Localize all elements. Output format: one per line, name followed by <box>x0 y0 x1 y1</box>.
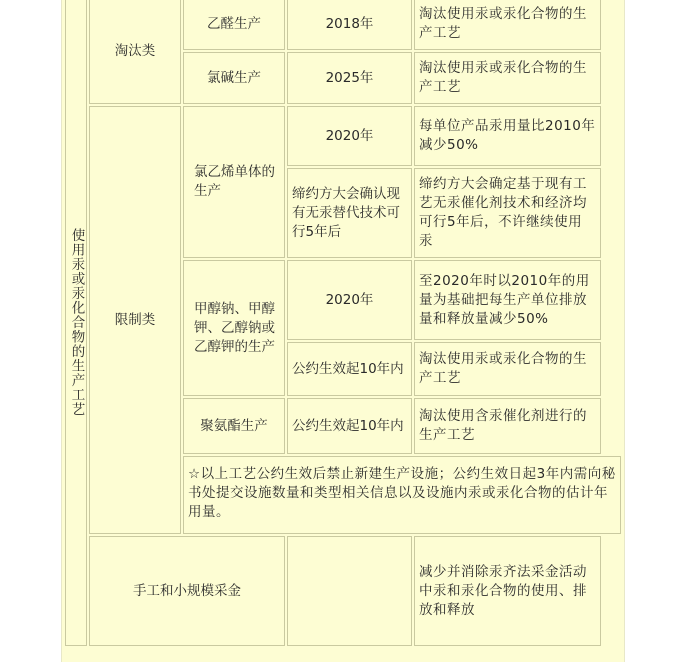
date-cell: 2018年 <box>287 0 412 50</box>
measure-cell: 淘汰使用汞或汞化合物的生产工艺 <box>414 52 601 104</box>
date-cell: 2025年 <box>287 52 412 104</box>
main-category-cell: 使用汞或汞化合物的生产工艺 <box>65 0 87 646</box>
measure-cell: 每单位产品汞用量比2010年减少50% <box>414 106 601 166</box>
document-page <box>62 0 624 662</box>
measure-cell: 淘汰使用含汞催化剂进行的生产工艺 <box>414 398 601 454</box>
measure-cell: 淘汰使用汞或汞化合物的生产工艺 <box>414 342 601 396</box>
measure-cell: 淘汰使用汞或汞化合物的生产工艺 <box>414 0 601 50</box>
process-cell: 氯碱生产 <box>183 52 285 104</box>
measure-cell: 缔约方大会确定基于现有工艺无汞催化剂技术和经济均可行5年后，不许继续使用汞 <box>414 168 601 258</box>
process-cell: 氯乙烯单体的生产 <box>183 106 285 258</box>
date-cell: 2020年 <box>287 260 412 340</box>
table-row <box>65 0 621 50</box>
process-cell: 乙醛生产 <box>183 0 285 50</box>
process-cell: 甲醇钠、甲醇钾、乙醇钠或乙醇钾的生产 <box>183 260 285 396</box>
table-row <box>65 536 621 646</box>
date-cell: 公约生效起10年内 <box>287 398 412 454</box>
date-cell: 公约生效起10年内 <box>287 342 412 396</box>
group-phaseout-cell: 淘汰类 <box>89 0 181 104</box>
date-cell: 2020年 <box>287 106 412 166</box>
date-cell: 缔约方大会确认现有无汞替代技术可行5年后 <box>287 168 412 258</box>
mercury-process-table <box>63 0 623 648</box>
note-cell: ☆以上工艺公约生效后禁止新建生产设施；公约生效日起3年内需向秘书处提交设施数量和类型相关信息以及设施内汞或汞化合物的估计年用量。 <box>183 456 621 534</box>
mining-date-cell <box>287 536 412 646</box>
measure-cell: 至2020年时以2010年的用量为基础把每生产单位排放量和释放量减少50% <box>414 260 601 340</box>
table-row <box>65 106 621 166</box>
mining-label-cell: 手工和小规模采金 <box>89 536 285 646</box>
process-cell: 聚氨酯生产 <box>183 398 285 454</box>
group-restrict-cell: 限制类 <box>89 106 181 534</box>
mining-measure-cell: 减少并消除汞齐法采金活动中汞和汞化合物的使用、排放和释放 <box>414 536 601 646</box>
